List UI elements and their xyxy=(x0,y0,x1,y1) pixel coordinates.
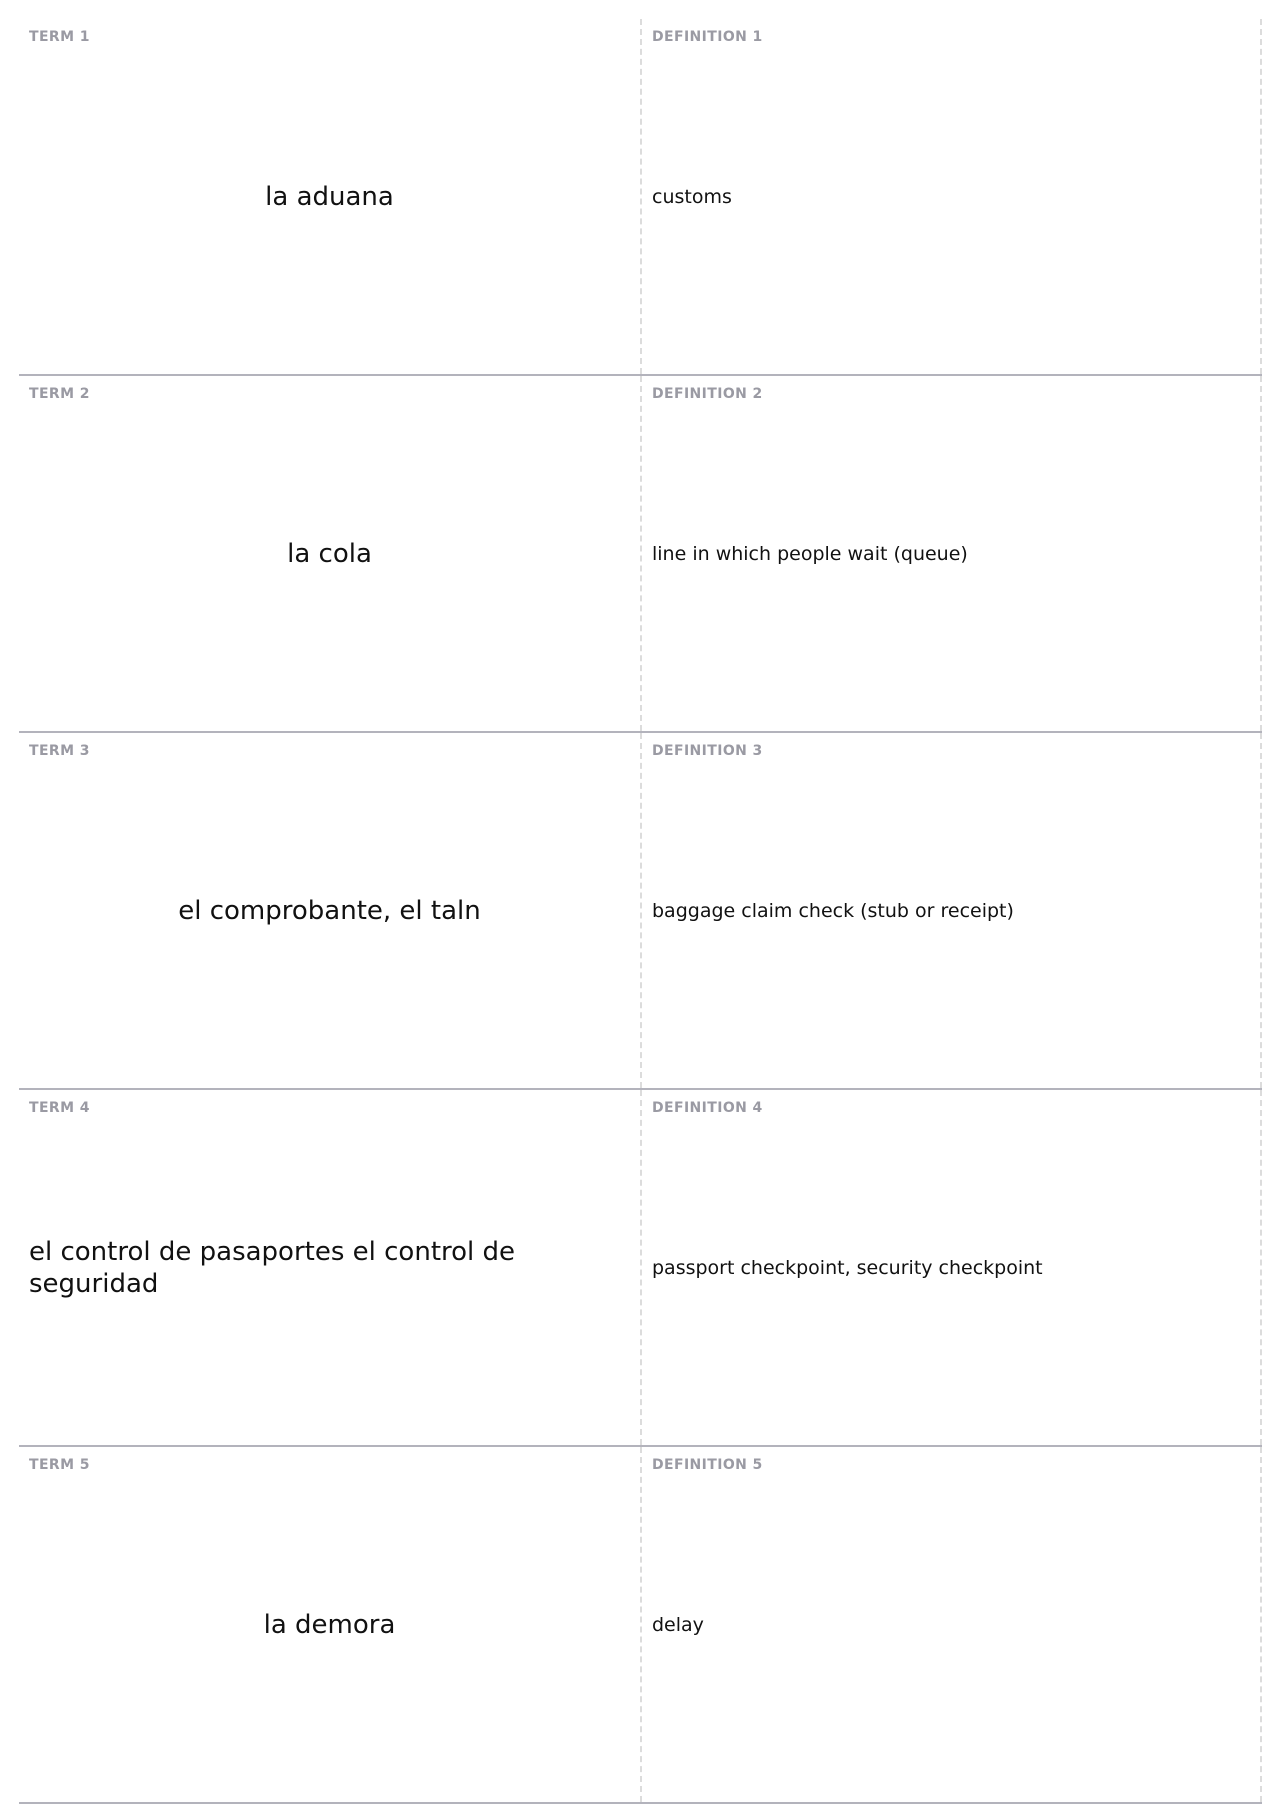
definition-cell xyxy=(642,19,1262,374)
definition-text: passport checkpoint, security checkpoint xyxy=(652,1256,1043,1279)
flashcard-sheet xyxy=(19,19,1262,1804)
term-text: la demora xyxy=(263,1609,396,1640)
term-label: TERM 2 xyxy=(29,386,90,402)
term-cell xyxy=(19,376,642,731)
definition-label: DEFINITION 2 xyxy=(652,386,763,402)
term-cell xyxy=(19,1447,642,1802)
flashcard-1 xyxy=(19,19,1262,376)
term-label: TERM 1 xyxy=(29,29,90,45)
definition-cell xyxy=(642,376,1262,731)
definition-cell xyxy=(642,1090,1262,1445)
definition-cell xyxy=(642,733,1262,1088)
term-label: TERM 4 xyxy=(29,1100,90,1116)
term-text: la aduana xyxy=(265,181,394,212)
flashcard-5 xyxy=(19,1447,1262,1804)
definition-text: customs xyxy=(652,185,732,208)
definition-text: line in which people wait (queue) xyxy=(652,542,968,565)
term-label: TERM 5 xyxy=(29,1457,90,1473)
term-label: TERM 3 xyxy=(29,743,90,759)
definition-label: DEFINITION 1 xyxy=(652,29,763,45)
definition-text: baggage claim check (stub or receipt) xyxy=(652,899,1014,922)
term-text: el comprobante, el taln xyxy=(178,895,481,926)
definition-cell xyxy=(642,1447,1262,1802)
definition-label: DEFINITION 4 xyxy=(652,1100,763,1116)
definition-text: delay xyxy=(652,1613,704,1636)
term-text: el control de pasaportes el control de seguridad xyxy=(29,1236,516,1299)
flashcard-4 xyxy=(19,1090,1262,1447)
definition-label: DEFINITION 5 xyxy=(652,1457,763,1473)
term-cell xyxy=(19,19,642,374)
flashcard-3 xyxy=(19,733,1262,1090)
term-cell xyxy=(19,1090,642,1445)
term-text: la cola xyxy=(287,538,372,569)
term-cell xyxy=(19,733,642,1088)
flashcard-2 xyxy=(19,376,1262,733)
definition-label: DEFINITION 3 xyxy=(652,743,763,759)
